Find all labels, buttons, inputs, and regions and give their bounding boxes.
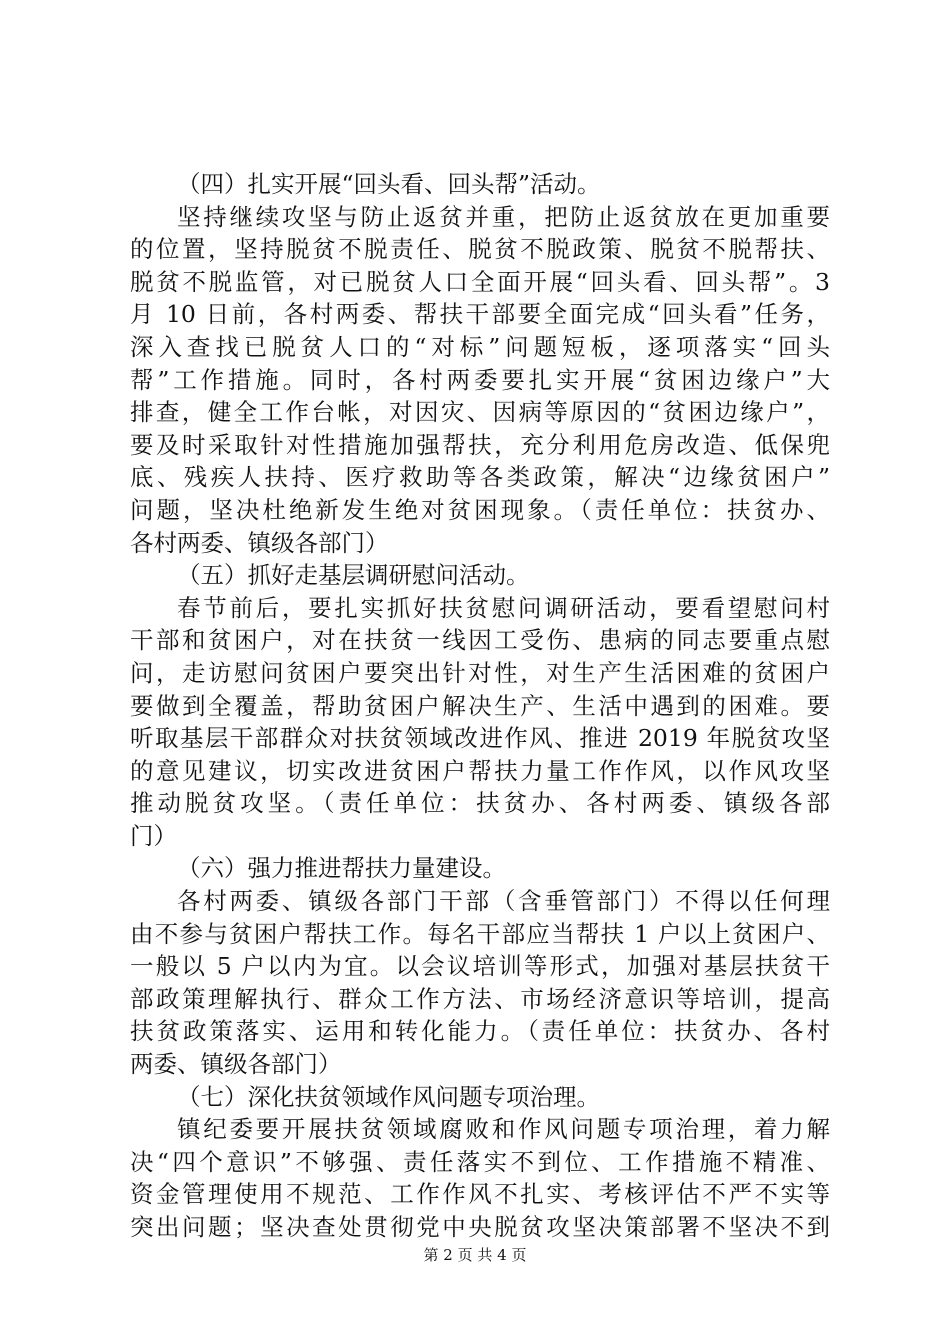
- text-line: 听取基层干部群众对扶贫领域改进作风、推进 2019 年脱贫攻坚: [130, 724, 830, 753]
- text-line: 各村两委、镇级各部门干部（含垂管部门）不得以任何理: [177, 887, 830, 916]
- text-line: （五）抓好走基层调研慰问活动。: [177, 561, 530, 590]
- text-line: 问题，坚决杜绝新发生绝对贫困现象。（责任单位：扶贫办、: [130, 495, 830, 524]
- text-line: 深入查找已脱贫人口的“对标”问题短板，逐项落实“回头: [130, 332, 830, 361]
- text-line: 资金管理使用不规范、工作作风不扎实、考核评估不严不实等: [130, 1180, 830, 1209]
- page-footer: [0, 1245, 950, 1265]
- text-line: 门）: [130, 821, 177, 850]
- text-line: 突出问题；坚决查处贯彻党中央脱贫攻坚决策部署不坚决不到: [130, 1213, 830, 1241]
- text-line: 推动脱贫攻坚。（责任单位：扶贫办、各村两委、镇级各部: [130, 789, 830, 818]
- text-line: 要及时采取针对性措施加强帮扶，充分利用危房改造、低保兜: [130, 430, 830, 459]
- text-line: 干部和贫困户，对在扶贫一线因工受伤、患病的同志要重点慰: [130, 626, 830, 655]
- text-line: （六）强力推进帮扶力量建设。: [177, 854, 506, 883]
- text-line: 两委、镇级各部门）: [130, 1050, 342, 1079]
- text-line: 各村两委、镇级各部门）: [130, 528, 389, 557]
- text-line: 坚持继续攻坚与防止返贫并重，把防止返贫放在更加重要: [177, 202, 830, 231]
- text-line: 部政策理解执行、群众工作方法、市场经济意识等培训，提高: [130, 984, 830, 1013]
- document-body: [130, 168, 830, 1244]
- text-line: 一般以 5 户以内为宜。以会议培训等形式，加强对基层扶贫干: [130, 952, 830, 981]
- text-line: 春节前后，要扎实抓好扶贫慰问调研活动，要看望慰问村: [177, 593, 830, 622]
- text-line: （四）扎实开展“回头看、回头帮”活动。: [177, 170, 601, 198]
- text-line: 帮”工作措施。同时，各村两委要扎实开展“贫困边缘户”大: [130, 365, 830, 394]
- text-line: 脱贫不脱监管，对已脱贫人口全面开展“回头看、回头帮”。3: [130, 267, 830, 296]
- text-line: （七）深化扶贫领域作风问题专项治理。: [177, 1082, 600, 1111]
- text-line: 扶贫政策落实、运用和转化能力。（责任单位：扶贫办、各村: [130, 1017, 830, 1046]
- text-line: 的意见建议，切实改进贫困户帮扶力量工作作风，以作风攻坚: [130, 756, 830, 785]
- text-line: 的位置，坚持脱贫不脱责任、脱贫不脱政策、脱贫不脱帮扶、: [130, 235, 830, 264]
- text-line: 底、残疾人扶持、医疗救助等各类政策，解决“边缘贫困户”: [130, 463, 830, 492]
- text-line: 问，走访慰问贫困户要突出针对性，对生产生活困难的贫困户: [130, 658, 830, 687]
- text-line: 镇纪委要开展扶贫领域腐败和作风问题专项治理，着力解: [177, 1115, 830, 1144]
- page-number: 第 2 页 共 4 页: [423, 1246, 527, 1264]
- text-line: 排查，健全工作台帐，对因灾、因病等原因的“贫困边缘户”，: [130, 398, 830, 427]
- text-line: 决“四个意识”不够强、责任落实不到位、工作措施不精准、: [130, 1147, 830, 1176]
- text-line: 要做到全覆盖，帮助贫困户解决生产、生活中遇到的困难。要: [130, 691, 830, 720]
- text-line: 由不参与贫困户帮扶工作。每名干部应当帮扶 1 户以上贫困户、: [130, 919, 830, 948]
- text-line: 月 10 日前，各村两委、帮扶干部要全面完成“回头看”任务，: [130, 300, 830, 329]
